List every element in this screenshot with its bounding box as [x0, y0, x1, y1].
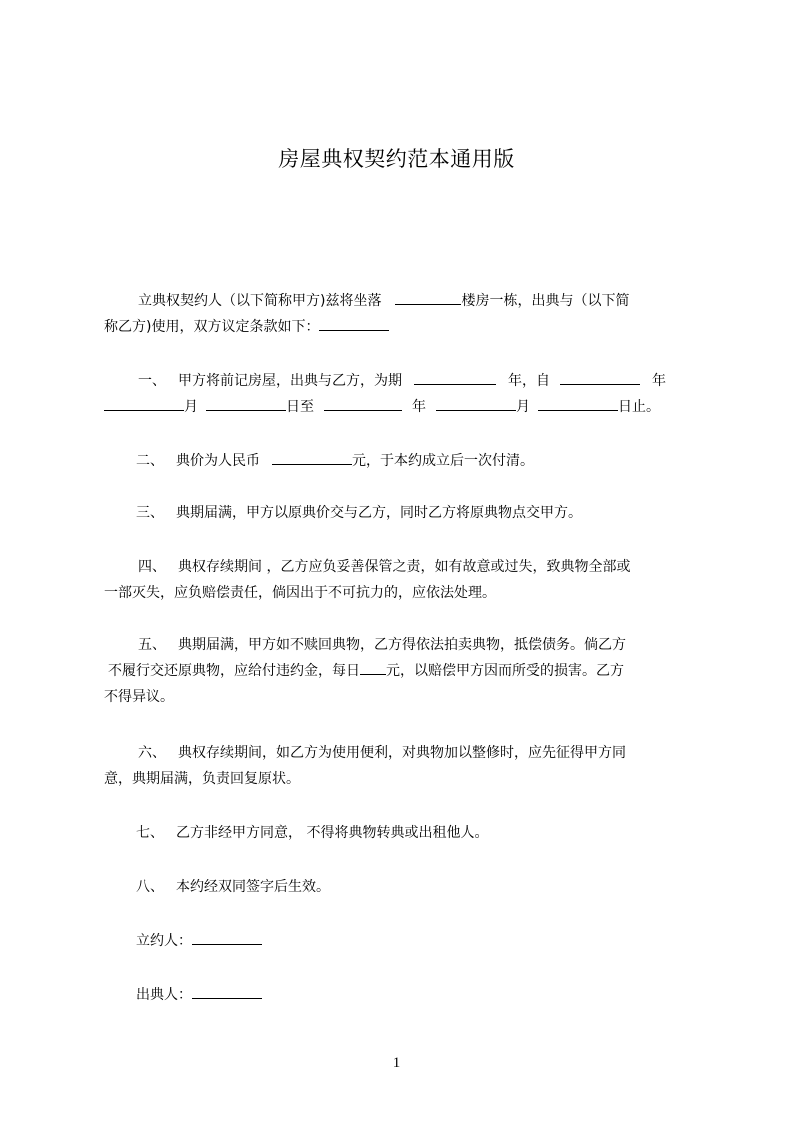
- clause-1-text-d: 月: [184, 399, 198, 415]
- start-day-blank: [206, 396, 286, 411]
- clause-5-text-1: 典期届满，甲方如不赎回典物，乙方得依法拍卖典物，抵偿债务。倘乙方: [178, 637, 626, 653]
- clause-1-line-1: [104, 368, 702, 394]
- clause-4-line-1: [104, 554, 702, 580]
- preamble: [104, 288, 702, 340]
- price-blank: [272, 450, 352, 465]
- signature-contractor-label: 立约人：: [136, 933, 192, 949]
- clause-5-number: 五、: [138, 637, 166, 653]
- clause-5-line-1: [104, 632, 702, 658]
- clause-4-number: 四、: [138, 559, 166, 575]
- clause-3-number: 三、: [136, 505, 164, 521]
- clause-1: [104, 368, 702, 420]
- end-day-blank: [538, 396, 618, 411]
- clause-6: [104, 740, 702, 792]
- clause-1-text-f: 年: [412, 399, 426, 415]
- clause-4-text-1: 典权存续期间 ，乙方应负妥善保管之责，如有故意或过失，致典物全部或: [178, 559, 631, 575]
- page-number: 1: [392, 1055, 401, 1071]
- clause-3: [104, 500, 702, 526]
- clause-5-line-2: [104, 658, 702, 684]
- clause-1-text-h: 日止。: [618, 399, 660, 415]
- end-year-blank: [324, 396, 402, 411]
- penalty-blank: [360, 660, 386, 675]
- clause-5-line-3: [104, 684, 702, 710]
- clause-2-text-a: 典价为人民币: [176, 453, 260, 469]
- clause-8: [104, 874, 702, 900]
- signature-pledgor: [104, 982, 702, 1008]
- start-month-blank: [104, 396, 184, 411]
- signature-contractor-line: [104, 928, 702, 954]
- signature-pledgor-label: 出典人：: [136, 987, 192, 1003]
- clause-4-text-2: 一部灭失，应负赔偿责任，倘因出于不可抗力的，应依法处理。: [104, 585, 496, 601]
- clause-8-line-1: [104, 874, 702, 900]
- clause-1-text-a: 甲方将前记房屋，出典与乙方，为期: [178, 373, 402, 389]
- term-years-blank: [414, 370, 496, 385]
- clause-1-text-e: 日至: [286, 399, 314, 415]
- clause-5-text-2a: 不履行交还原典物，应给付违约金，每日: [108, 663, 360, 679]
- signature-pledgor-line: [104, 982, 702, 1008]
- clause-6-number: 六、: [138, 745, 166, 761]
- clause-1-number: 一、: [138, 373, 166, 389]
- clause-8-text: 本约经双同签字后生效。: [176, 879, 330, 895]
- clause-7-text: 乙方非经甲方同意， 不得将典物转典或出租他人。: [176, 825, 489, 841]
- clause-2-number: 二、: [136, 453, 164, 469]
- clause-5-text-3: 不得异议。: [104, 689, 174, 705]
- clause-1-text-c: 年: [652, 373, 666, 389]
- clause-7-line-1: [104, 820, 702, 846]
- clause-4-line-2: [104, 580, 702, 606]
- location-blank: [395, 290, 461, 305]
- clause-3-line-1: [104, 500, 702, 526]
- start-year-blank: [560, 370, 640, 385]
- clause-2-line-1: [104, 448, 702, 474]
- preamble-line-2: [104, 314, 702, 340]
- clause-1-text-b: 年，自: [508, 373, 550, 389]
- signature-contractor-blank: [192, 930, 262, 945]
- preamble-line-1: [104, 288, 702, 314]
- clause-6-text-1: 典权存续期间，如乙方为使用便利，对典物加以整修时，应先征得甲方同: [178, 745, 626, 761]
- preamble-text-1: 立典权契约人（以下简称甲方)兹将坐落: [138, 293, 382, 309]
- terms-blank: [319, 316, 389, 331]
- signature-pledgor-blank: [192, 984, 262, 999]
- clause-1-text-g: 月: [516, 399, 530, 415]
- clause-4: [104, 554, 702, 606]
- clause-6-line-2: [104, 766, 702, 792]
- clause-8-number: 八、: [136, 879, 164, 895]
- clause-2-text-b: 元，于本约成立后一次付清。: [352, 453, 534, 469]
- clause-7: [104, 820, 702, 846]
- clause-2: [104, 448, 702, 474]
- clause-6-text-2: 意，典期届满，负责回复原状。: [104, 771, 300, 787]
- clause-3-text: 典期届满，甲方以原典价交与乙方，同时乙方将原典物点交甲方。: [176, 505, 582, 521]
- preamble-text-2: 楼房一栋，出典与（以下简: [461, 293, 630, 309]
- clause-7-number: 七、: [136, 825, 164, 841]
- preamble-text-3: 称乙方)使用，双方议定条款如下：: [104, 319, 320, 335]
- clause-1-line-2: [104, 394, 702, 420]
- clause-5-text-2b: 元，以赔偿甲方因而所受的损害。乙方: [386, 663, 624, 679]
- end-month-blank: [436, 396, 516, 411]
- clause-5: [104, 632, 702, 710]
- signature-contractor: [104, 928, 702, 954]
- clause-6-line-1: [104, 740, 702, 766]
- document-title: 房屋典权契约范本通用版: [278, 147, 515, 171]
